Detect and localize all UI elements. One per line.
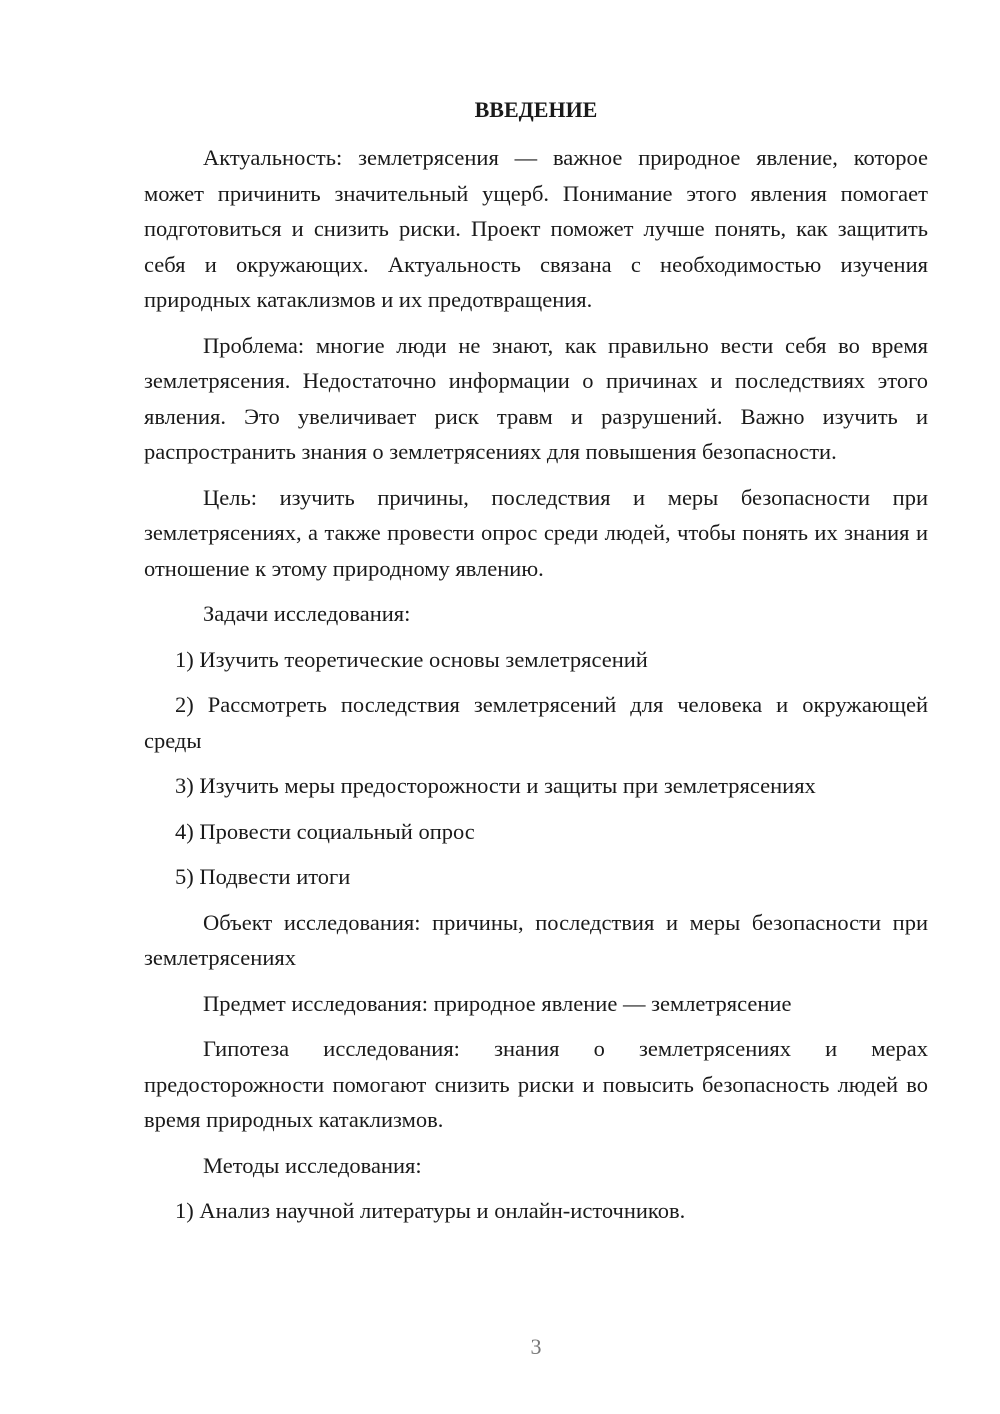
task-item: 2) Рассмотреть последствия землетрясений для человека и окружающей среды — [144, 692, 928, 753]
methods-heading: Методы исследования: — [203, 1152, 422, 1178]
problem-paragraph: Проблема: многие люди не знают, как правильно вести себя во время землетрясения. Недостаточно информации о причинах и последствиях этого явления. Это увеличивает риск травм и разрушений. Важно изучить и распространить знания о землетрясениях для повышения безопасности. — [144, 332, 928, 464]
method-item: 1) Анализ научной литературы и онлайн-источников. — [175, 1198, 686, 1223]
subject-paragraph: Предмет исследования: природное явление — землетрясение — [203, 990, 792, 1016]
task-item: 3) Изучить меры предосторожности и защиты при землетрясениях — [175, 773, 816, 798]
page-number: 3 — [530, 1334, 542, 1359]
object-paragraph: Объект исследования: причины, последствия и меры безопасности при землетрясениях — [144, 909, 928, 970]
document-page — [144, 92, 928, 1239]
tasks-heading: Задачи исследования: — [203, 601, 411, 626]
task-item: 4) Провести социальный опрос — [175, 818, 475, 844]
goal-paragraph: Цель: изучить причины, последствия и меры безопасности при землетрясениях, а также провести опрос среди людей, чтобы понять их знания и отношение к этому природному явлению. — [144, 484, 928, 581]
task-item: 5) Подвести итоги — [175, 864, 351, 889]
section-title: ВВЕДЕНИЕ — [474, 97, 598, 122]
relevance-paragraph: Актуальность: землетрясения — важное природное явление, которое может причинить значительный ущерб. Понимание этого явления помогает подготовиться и снизить риски. Проект поможет лучше понять, как защитить себя и окружающих. Актуальность связана с необходимостью изучения природных катаклизмов и их предотвращения. — [144, 145, 928, 312]
hypothesis-paragraph: Гипотеза исследования: знания о землетрясениях и мерах предосторожности помогают снизить риски и повысить безопасность людей во время природных катаклизмов. — [144, 1036, 928, 1132]
task-item: 1) Изучить теоретические основы землетрясений — [175, 646, 648, 672]
